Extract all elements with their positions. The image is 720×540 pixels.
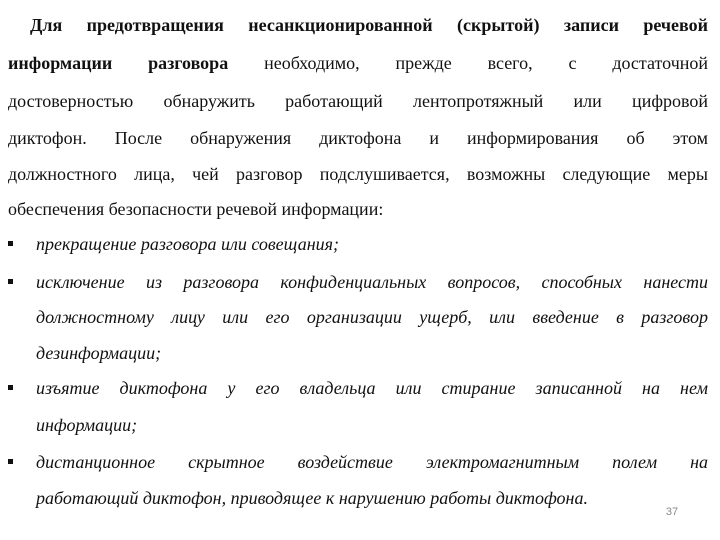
measure-3-line-1: изъятие диктофона у его владельца или стирание записанной на нем [36, 378, 708, 398]
measure-3-line-2: информации; [36, 415, 138, 435]
paragraph-line-5: должностного лица, чей разговор подслушивается, возможны следующие меры [8, 164, 708, 184]
measure-4-line-1: дистанционное скрытное воздействие электромагнитным полем на [36, 452, 708, 472]
measure-2-line-2: должностному лицу или его организации ущерб, или введение в разговор [36, 307, 708, 327]
measure-1-line-1: прекращение разговора или совещания; [36, 234, 339, 254]
measure-2-line-3: дезинформации; [36, 343, 162, 363]
page-number: 37 [665, 506, 679, 518]
measure-4-line-2: работающий диктофон, приводящее к нарушению работы диктофона. [36, 488, 588, 508]
paragraph-line-2 [8, 52, 708, 74]
paragraph-line-4: диктофон. После обнаружения диктофона и информирования об этом [8, 128, 708, 148]
bullet-marker-3 [8, 385, 13, 390]
paragraph-line-2-bold-b: разговора [148, 53, 229, 73]
paragraph-line-2-rest: необходимо, прежде всего, с достаточной [264, 53, 709, 73]
paragraph-line-2-bold-a: информации [8, 53, 113, 73]
bullet-marker-1 [8, 241, 13, 246]
paragraph-line-3: достоверностью обнаружить работающий лентопротяжный или цифровой [8, 91, 708, 111]
bullet-marker-2 [8, 279, 13, 284]
bullet-marker-4 [8, 459, 13, 464]
paragraph-line-6: обеспечения безопасности речевой информации: [8, 199, 384, 219]
measure-2-line-1: исключение из разговора конфиденциальных вопросов, способных нанести [36, 272, 708, 292]
paragraph-line-1: Для предотвращения несанкционированной (скрытой) записи речевой [30, 15, 708, 35]
